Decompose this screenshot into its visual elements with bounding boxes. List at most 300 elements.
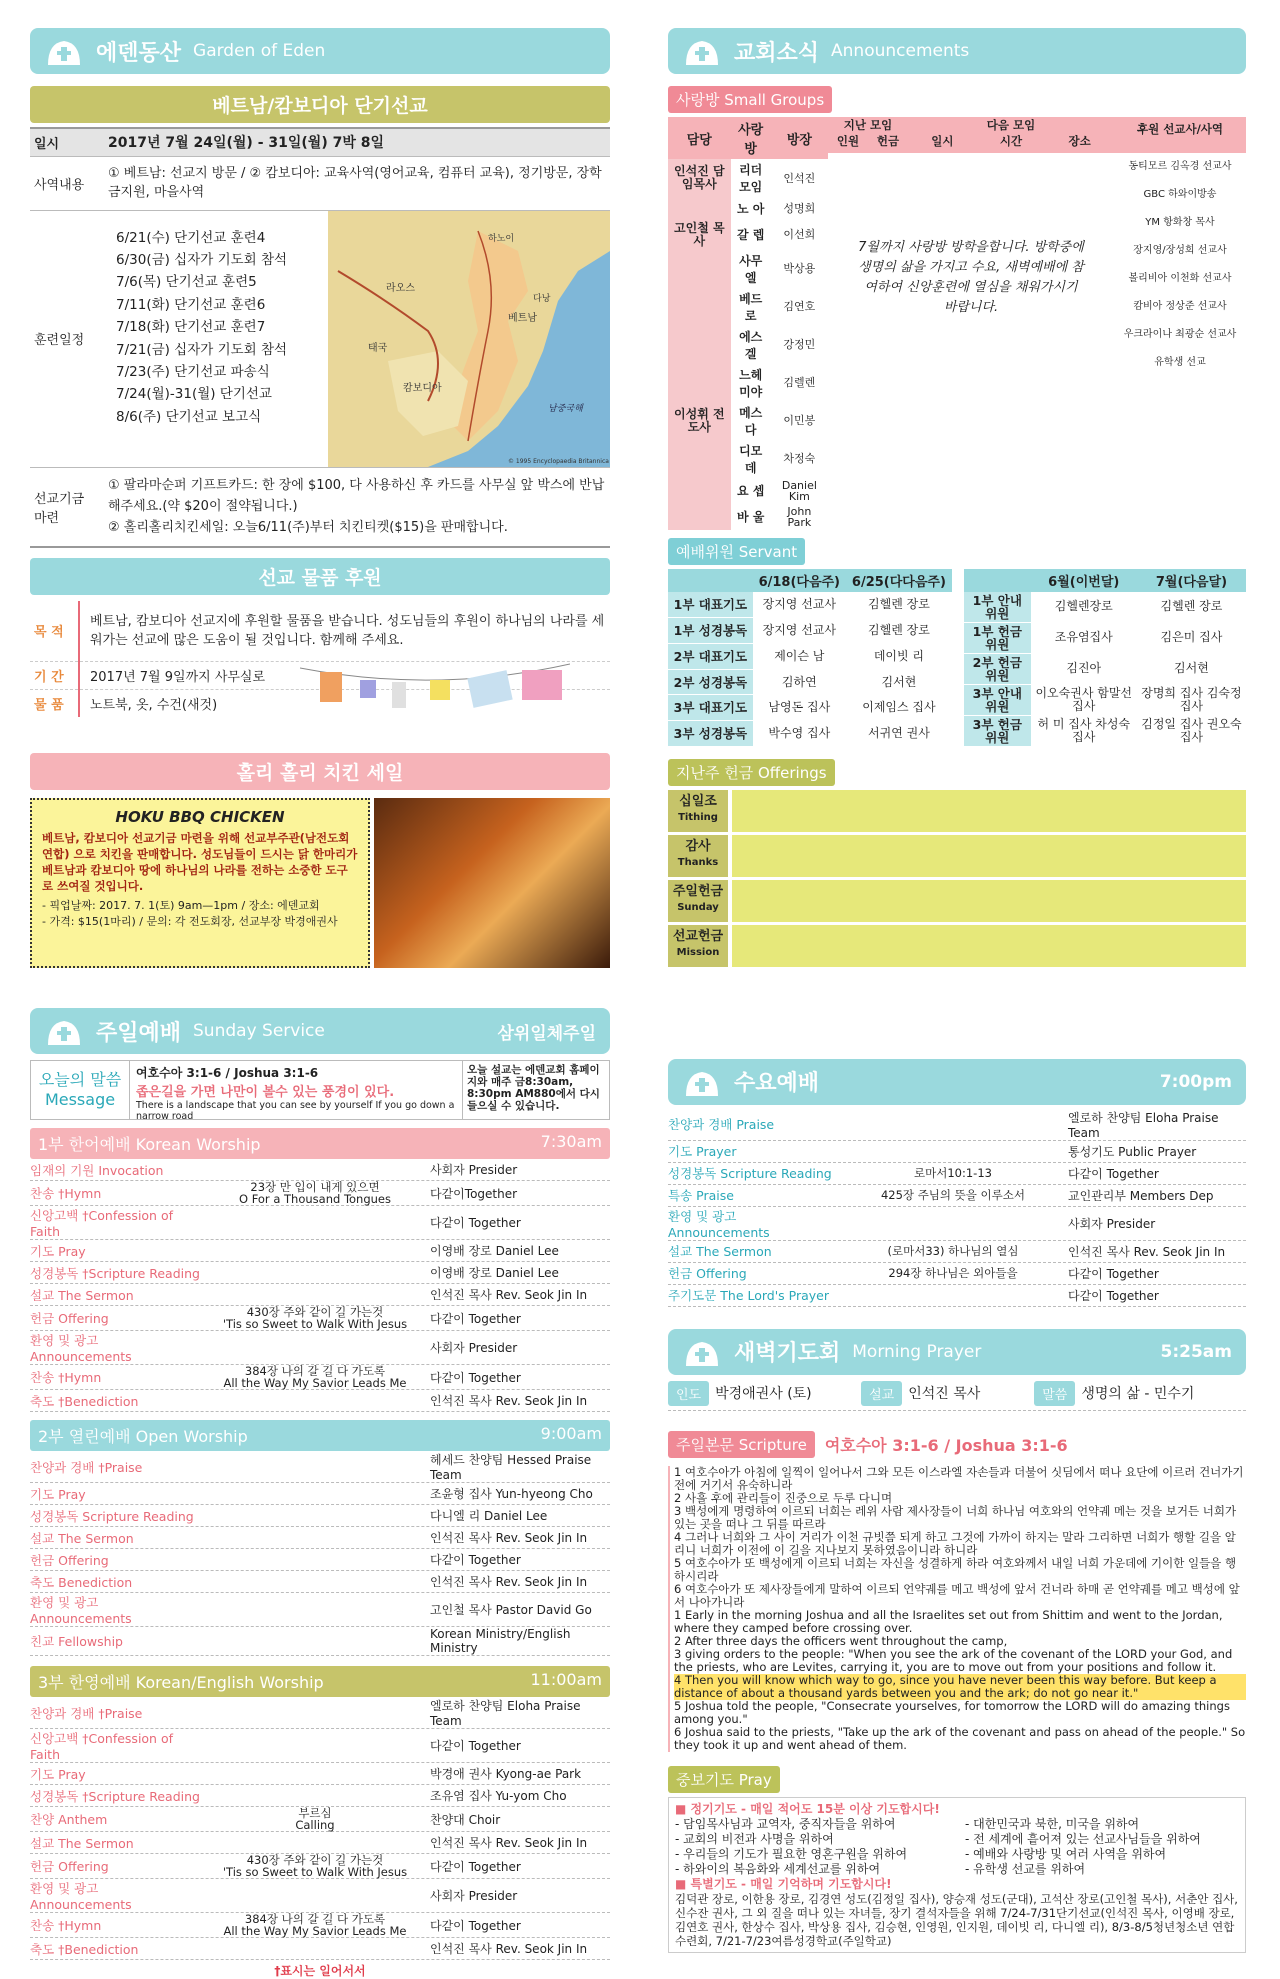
training-item: 7/23(주) 단기선교 파송식 <box>116 363 270 380</box>
order-row <box>30 1451 610 1483</box>
bbq-photo <box>374 798 610 968</box>
sg-group: 요 셉 <box>737 484 765 499</box>
order-leader: 다같이 Together <box>1068 1266 1159 1281</box>
verse-en: 2 After three days the officers went throughout the camp, <box>674 1633 1008 1648</box>
sunday-header <box>30 1008 610 1054</box>
fund-label: 선교기금 마련 <box>34 491 85 526</box>
servant-role: 1부 안내위원 <box>964 592 1031 623</box>
order-item: 환영 및 광고 Announcements <box>30 1881 132 1912</box>
garden-title: 에덴동산 <box>96 40 182 66</box>
pray-special-text: 김덕관 장로, 이한용 장로, 김경연 성도(김정일 집사), 양승재 성도(군대), 고석산 장로(고인철 목사), 서춘안 집사, 신수잔 권사, 그 외 질을 떠나 있는 자녀들, 장기 결석자들을 위해 7/24-7/31단기선교(인석진 목사, 이영배 장로, 김연호 권사, 한상수 집사, 박상용 집사, 김승현, 인영원, 인지원, 데이빗 리, 다니엘 리), 8/3-8/5청년청소년 연합수련회, 7/21-7/23여름성경학교(주일학교) <box>675 1891 1238 1948</box>
order-row <box>30 1807 610 1832</box>
dawn-subtitle: Morning Prayer <box>852 1341 982 1362</box>
missionary-item: 우크라이나 최광순 선교사 <box>1123 329 1237 340</box>
order-row <box>668 1241 1246 1263</box>
standing-footnote: †표시는 일어서서 <box>274 1964 366 1978</box>
sg-header: 사랑방 <box>738 123 764 157</box>
verse-en: 6 Joshua said to the priests, "Take up the ark of the covenant and pass on ahead of the people." So they took it up and went ahead of them. <box>674 1724 1246 1752</box>
verse-en: 1 Early in the morning Joshua and all the Israelites set out from Shittim and went to the Jordan, where they camped before crossing over. <box>674 1607 1223 1635</box>
sg-host: 박상용 <box>783 262 816 276</box>
scripture-head <box>668 1431 1246 1458</box>
order-leader: 다같이 Together <box>1068 1166 1159 1181</box>
small-groups-chip: 사랑방 Small Groups <box>668 86 832 113</box>
servant-name: 김헬렌 장로 <box>846 592 952 618</box>
order-row <box>30 1854 610 1879</box>
verse-ko: 4 그러나 너희와 그 사이 거리가 이천 규빗쯤 되게 하고 그것에 가까이 하지는 말라 그리하면 너희가 행할 길을 알리니 너희가 이전에 이 길을 지나보지 못하였음이니라 하니라 <box>674 1529 1236 1557</box>
order-leader: 통성기도 Public Prayer <box>1068 1144 1197 1159</box>
servant-name: 박수영 집사 <box>753 720 846 746</box>
order-row <box>30 1697 610 1729</box>
sg-row <box>668 220 828 250</box>
sg-header: 방장 <box>786 132 812 148</box>
verse-en: 4 Then you will know which way to go, since you have never been this way before. But keep a distance of about a thousand yards between you and the ark; do not go near it." <box>674 1674 1246 1700</box>
order-row <box>30 1483 610 1505</box>
chicken-pickup: - 픽업날짜: 2017. 7. 1(토) 9am—1pm / 장소: 에덴교회 <box>42 899 320 912</box>
training-item: 7/18(화) 단기선교 훈련7 <box>116 319 266 336</box>
order-row <box>668 1185 1246 1207</box>
verse-ko: 1 여호수아가 아침에 일찍이 일어나서 그와 모든 이스라엘 자손들과 더불어 싯딤에서 떠나 요단에 이르러 건너가기 전에 거기서 유숙하니라 <box>674 1464 1244 1492</box>
announce-title: 교회소식 <box>734 40 820 66</box>
order-leader: 사회자 Presider <box>430 1889 518 1903</box>
sg-group: 바 울 <box>737 510 765 525</box>
items-text: 노트북, 옷, 수건(새것) <box>90 697 218 713</box>
order-item: 설교 The Sermon <box>30 1287 134 1303</box>
service-2 <box>30 1420 610 1656</box>
servant-row <box>964 684 1246 715</box>
servant-chip: 예배위원 Servant <box>668 538 805 565</box>
order-item: 찬송 †Hymn <box>30 1918 102 1933</box>
content-value: ① 베트남: 선교지 방문 / ② 캄보디아: 교육사역(영어교육, 컴퓨터 교육), 정기방문, 장학금지원, 마을사역 <box>108 166 602 200</box>
order-item: 성경봉독 †Scripture Reading <box>30 1788 200 1804</box>
offering-label <box>668 790 728 832</box>
offering-name: 십일조 <box>679 793 717 809</box>
service-3 <box>30 1666 610 1960</box>
purpose-text: 베트남, 캄보디아 선교지에 후원할 물품을 받습니다. 성도님들의 후원이 하나님의 나라를 세워가는 선교에 많은 도움이 될 것입니다. 함께해 주세요. <box>90 613 605 648</box>
sg-row <box>668 197 828 220</box>
order-detail: 로마서10:1-13 <box>914 1166 992 1181</box>
order-item: 신앙고백 †Confession of Faith <box>30 1731 174 1762</box>
pray-box <box>668 1797 1246 1953</box>
vietnam-map <box>328 211 610 467</box>
map-label: 라오스 <box>386 282 415 294</box>
sermon-theme-en: There is a landscape that you can see by yourself If you go down a narrow road <box>136 1100 455 1122</box>
order-row <box>30 1593 610 1627</box>
servant-table-right <box>964 569 1246 747</box>
servant-table-left <box>668 569 952 747</box>
chicken-title: 홀리 홀리 치킨 세일 <box>30 753 610 790</box>
dawn-title: 새벽기도회 <box>734 1341 841 1367</box>
sg-header: 다음 모임 <box>986 118 1036 132</box>
sg-lead: 고인철 목 사 <box>668 220 731 250</box>
sg-host: 성명희 <box>783 201 816 215</box>
order-item: 기도 Pray <box>30 1243 86 1259</box>
order-row <box>30 1832 610 1854</box>
servant-header: 6/25(다다음주) <box>851 574 946 590</box>
right-column <box>668 28 1246 1953</box>
offering-amount <box>732 880 1246 922</box>
order-detail: (로마서33) 하나님의 열심 <box>887 1244 1019 1259</box>
servant-row <box>668 592 952 618</box>
order-item: 주기도문 The Lord's Prayer <box>668 1288 830 1304</box>
servant-name: 장지영 선교사 <box>753 592 846 618</box>
pray-chip: 중보기도 Pray <box>668 1766 780 1793</box>
sermon-theme: 좁은길을 가면 나만이 볼수 있는 풍경이 있다. <box>136 1085 395 1100</box>
offering-name: 감사 <box>685 838 711 854</box>
order-leader: 인석진 목사 Rev. Seok Jin In <box>430 1288 588 1302</box>
order-item: 헌금 Offering <box>668 1266 747 1282</box>
order-detail: 부르심 Calling <box>295 1806 335 1832</box>
order-item: 찬양과 경배 Praise <box>668 1117 775 1133</box>
service-3-time: 11:00am <box>530 1670 602 1689</box>
map-credit: © 1995 Encyclopaedia Britannica <box>508 457 609 465</box>
sg-header: 일시 <box>931 134 954 148</box>
order-leader: 인석진 목사 Rev. Seok Jin In <box>430 1531 588 1545</box>
servant-role: 2부 대표기도 <box>668 644 753 670</box>
sg-lead <box>668 197 731 220</box>
servant-name: 김헬렌 장로 <box>1137 592 1246 623</box>
servant-name: 남영돈 집사 <box>753 695 846 721</box>
sg-group: 디모데 <box>739 443 763 475</box>
training-item: 7/11(화) 단기선교 훈련6 <box>116 296 266 313</box>
order-leader: 고인철 목사 Pastor David Go <box>430 1603 592 1617</box>
church-icon <box>44 1015 84 1047</box>
servant-header: 6월(이번달) <box>1048 574 1120 590</box>
order-leader: 인석진 목사 Rev. Seok Jin In <box>1068 1244 1226 1259</box>
chicken-brand: HOKU BBQ CHICKEN <box>115 808 285 826</box>
offering-amount <box>732 835 1246 877</box>
map-label: 태국 <box>368 342 388 354</box>
left-column <box>30 28 610 1979</box>
fund-line: ② 홀리홀리치킨세일: 오늘6/11(주)부터 치킨티켓($15)을 판매합니다. <box>108 520 508 536</box>
sg-group: 느헤미야 <box>739 367 763 399</box>
order-detail: 425장 주님의 뜻을 이루소서 <box>880 1188 1025 1203</box>
order-item: 찬송 †Hymn <box>30 1186 102 1201</box>
service-1-time: 7:30am <box>540 1132 602 1151</box>
sg-group: 메스다 <box>739 405 763 437</box>
map-label: 캄보디아 <box>403 382 442 394</box>
dawn-word: 생명의 삶 - 민수기 <box>1081 1386 1195 1403</box>
servant-name: 이제임스 집사 <box>846 695 952 721</box>
sg-lead <box>668 440 731 478</box>
servant-row <box>964 715 1246 746</box>
sunday-subtitle: Sunday Service <box>193 1021 325 1041</box>
sg-lead <box>668 478 731 504</box>
order-item: 축도 Benediction <box>30 1574 133 1590</box>
training-list <box>104 211 328 467</box>
servant-row <box>668 695 952 721</box>
offering-row <box>668 790 1246 832</box>
sg-lead <box>668 364 731 402</box>
servant-row <box>964 653 1246 684</box>
sg-host: 김연호 <box>783 300 816 314</box>
order-item: 축도 †Benediction <box>30 1941 139 1957</box>
servant-name: 장지영 선교사 <box>753 618 846 644</box>
verse-ko: 6 여호수아가 또 제사장들에게 말하여 이르되 언약궤를 메고 백성에 앞서 건너라 하매 곧 언약궤를 메고 백성에 앞서 나아가니라 <box>674 1581 1240 1609</box>
sg-lead <box>668 250 731 288</box>
wed-title: 수요예배 <box>734 1071 820 1097</box>
order-row <box>668 1109 1246 1141</box>
dawn-sermon: 인석진 목사 <box>908 1386 981 1403</box>
sg-header: 후원 선교사/사역 <box>1137 122 1223 136</box>
order-leader: 조윤형 집사 Yun-hyeong Cho <box>430 1487 593 1501</box>
offering-chip: 지난주 헌금 Offerings <box>668 759 835 786</box>
order-row <box>30 1785 610 1807</box>
order-leader: 다같이 Together <box>430 1311 521 1326</box>
order-row <box>30 1505 610 1527</box>
missionary-item: 동티모르 김옥경 선교사 <box>1128 161 1232 172</box>
servant-role: 2부 헌금위원 <box>964 653 1031 684</box>
pray-item: - 예배와 사랑방 및 여러 사역을 위하여 <box>965 1846 1167 1861</box>
chicken-text: 베트남, 캄보디아 선교기금 마련을 위해 선교부주관(남전도회연합) 으로 치킨을 판매합니다. 성도님들이 드시는 닭 한마리가 베트남과 캄보디아 땅에 하나님의 나라를 전하는 소중한 도구로 쓰여질 것입니다. <box>42 831 358 893</box>
order-row <box>30 1181 610 1206</box>
sg-group: 리더모임 <box>739 163 763 194</box>
sg-lead <box>668 326 731 364</box>
verse-ko: 5 여호수아가 또 백성에게 이르되 너희는 자신을 성결하게 하라 여호와께서 내일 너희 가운데에 기이한 일들을 행하시리라 <box>674 1555 1237 1583</box>
order-detail: 294장 하나님은 외아들을 <box>888 1266 1018 1281</box>
training-item: 7/24(월)-31(월) 단기선교 <box>116 386 272 403</box>
training-item: 7/21(금) 십자가 기도회 참석 <box>116 341 288 358</box>
dawn-info <box>668 1381 1246 1411</box>
church-icon <box>682 1066 722 1098</box>
map-label: 하노이 <box>488 233 515 244</box>
order-row <box>30 1206 610 1240</box>
order-item: 설교 The Sermon <box>668 1244 772 1260</box>
order-leader: 다같이 Together <box>430 1370 521 1385</box>
date-value: 2017년 7월 24일(월) - 31일(월) 7박 8일 <box>108 135 384 152</box>
map-label: 남중국해 <box>548 403 583 414</box>
order-item: 축도 †Benediction <box>30 1393 139 1409</box>
order-row <box>668 1141 1246 1163</box>
servant-role: 3부 헌금위원 <box>964 715 1031 746</box>
pray-item: - 우리들의 기도가 필요한 영혼구원을 위하여 <box>675 1846 908 1861</box>
pray-item: - 교회의 비전과 사명을 위하여 <box>675 1831 834 1846</box>
servant-name: 제이슨 남 <box>753 644 846 670</box>
donation-table <box>30 601 610 717</box>
servant-name: 김서현 <box>846 669 952 695</box>
mission-title: 베트남/캄보디아 단기선교 <box>30 86 610 123</box>
order-detail: 23장 만 입이 내게 있으면 O For a Thousand Tongues <box>238 1180 391 1206</box>
servant-name: 김정일 집사 권오숙 집사 <box>1137 715 1246 746</box>
offering-row <box>668 835 1246 877</box>
announce-header <box>668 28 1246 74</box>
order-item: 특송 Praise <box>668 1188 734 1204</box>
sg-header: 시간 <box>999 134 1023 148</box>
order-item: 환영 및 광고 Announcements <box>30 1595 132 1626</box>
verse-en: 3 giving orders to the people: "When you see the ark of the covenant of the LORD your God, and the priests, who are Levites, carrying it, you are to move out from your positions and follow it. <box>674 1646 1233 1674</box>
dawn-time: 5:25am <box>1160 1341 1232 1362</box>
order-leader: 다같이 Together <box>430 1859 521 1874</box>
order-row <box>30 1262 610 1284</box>
offering-label <box>668 925 728 967</box>
church-icon <box>682 1336 722 1368</box>
sunday-title: 주일예배 <box>96 1020 182 1046</box>
dawn-lead: 박경애권사 (토) <box>715 1386 812 1403</box>
pray-item: - 전 세계에 흩어져 있는 선교사님들을 위하여 <box>965 1831 1201 1846</box>
order-row <box>30 1159 610 1181</box>
order-leader: 인석진 목사 Rev. Seok Jin In <box>430 1575 588 1589</box>
missionary-item: 캄비아 정상준 선교사 <box>1133 301 1227 312</box>
servant-name: 김은미 집사 <box>1137 622 1246 653</box>
offering-name-en: Tithing <box>678 811 718 823</box>
servant-role: 1부 헌금위원 <box>964 622 1031 653</box>
church-icon <box>44 35 84 67</box>
order-detail: 430장 주와 같이 길 가는것 'Tis so Sweet to Walk With Jesus <box>222 1305 408 1331</box>
servant-role: 3부 대표기도 <box>668 695 753 721</box>
order-row <box>30 1306 610 1331</box>
pray-item: - 유학생 선교를 위하여 <box>965 1861 1086 1876</box>
order-item: 찬송 †Hymn <box>30 1370 102 1385</box>
sg-group: 베드로 <box>739 291 763 323</box>
training-item: 8/6(주) 단기선교 보고식 <box>116 408 262 425</box>
order-row <box>30 1571 610 1593</box>
order-row <box>668 1263 1246 1285</box>
order-leader: 인석진 목사 Rev. Seok Jin In <box>430 1394 588 1408</box>
dawn-word-label: 말씀 <box>1034 1381 1075 1406</box>
servant-role: 3부 성경봉독 <box>668 720 753 746</box>
servant-name: 김헬렌장로 <box>1031 592 1137 623</box>
servant-role: 3부 안내위원 <box>964 684 1031 715</box>
order-item: 임재의 기원 Invocation <box>30 1162 164 1178</box>
offering-name-en: Thanks <box>677 856 719 868</box>
order-item: 설교 The Sermon <box>30 1530 134 1546</box>
sg-host: 차정숙 <box>783 452 816 466</box>
order-leader: 사회자 Presider <box>430 1341 518 1355</box>
order-leader: 다같이 Together <box>430 1216 521 1230</box>
order-item: 찬양과 경배 †Praise <box>30 1459 143 1475</box>
order-row <box>30 1549 610 1571</box>
missionary-list <box>1114 153 1246 403</box>
dawn-header <box>668 1329 1246 1375</box>
sg-host: 강정민 <box>783 338 816 352</box>
sg-row <box>668 159 828 197</box>
missionary-item: 유학생 선교 <box>1154 357 1206 368</box>
order-detail: 384장 나의 갈 길 다 가도록 All the Way My Savior Leads Me <box>223 1912 407 1938</box>
order-leader: 교인관리부 Members Dep <box>1068 1188 1214 1203</box>
servant-row <box>668 720 952 746</box>
order-item: 환영 및 광고 Announcements <box>30 1333 132 1364</box>
items-label: 물 품 <box>30 689 79 717</box>
order-row <box>668 1163 1246 1185</box>
sg-row <box>668 364 828 402</box>
order-leader: 엘로하 찬양팀 Eloha Praise Team <box>430 1699 581 1728</box>
fund-line: ① 팔라마순퍼 기프트카드: 한 장에 $100, 다 사용하신 후 카드를 사무실 앞 박스에 반납해주세요.(약 $20이 절약됩니다.) <box>108 478 605 515</box>
sg-lead: 이성휘 전도사 <box>668 402 731 440</box>
offering-list <box>668 790 1246 967</box>
church-icon <box>682 35 722 67</box>
map-label: 다낭 <box>533 293 551 304</box>
servant-row <box>964 592 1246 623</box>
chicken-price: - 가격: $15(1마리) / 문의: 각 전도회장, 선교부장 박경애권사 <box>42 915 338 928</box>
order-leader: 이영배 장로 Daniel Lee <box>430 1244 559 1258</box>
mission-table <box>30 127 610 548</box>
order-item: 기도 Pray <box>30 1766 86 1782</box>
sg-host: John Park <box>787 504 812 529</box>
order-row <box>30 1365 610 1390</box>
sg-host: Daniel Kim <box>781 478 817 503</box>
order-leader: 찬양대 Choir <box>430 1812 501 1827</box>
small-groups-table <box>668 117 1246 530</box>
order-row <box>30 1284 610 1306</box>
order-item: 성경봉독 Scripture Reading <box>30 1508 194 1524</box>
chicken-box <box>30 798 610 968</box>
sg-host: 김렐렌 <box>783 376 816 390</box>
order-row <box>30 1390 610 1412</box>
order-item: 신앙고백 †Confession of Faith <box>30 1208 174 1239</box>
order-row <box>30 1627 610 1656</box>
order-item: 기도 Pray <box>30 1486 86 1502</box>
sg-group: 갈 렙 <box>737 228 765 243</box>
offering-name-en: Sunday <box>677 901 719 913</box>
donation-title: 선교 물품 후원 <box>30 558 610 595</box>
servant-name: 데이빗 리 <box>846 644 952 670</box>
missionary-item: 볼리비아 이천화 선교사 <box>1128 273 1232 284</box>
scripture-text <box>668 1466 1246 1752</box>
servant-header: 6/18(다음주) <box>758 574 841 590</box>
sg-host: 이민봉 <box>783 414 816 428</box>
sg-lead: 인석진 담임목사 <box>668 159 731 197</box>
order-detail: 384장 나의 갈 길 다 가도록 All the Way My Savior Leads Me <box>223 1364 407 1390</box>
order-item: 성경봉독 †Scripture Reading <box>30 1265 200 1281</box>
servant-name: 허 미 집사 차성숙 집사 <box>1031 715 1137 746</box>
offering-name-en: Mission <box>676 946 720 958</box>
servant-role: 1부 성경봉독 <box>668 618 753 644</box>
content-label: 사역내용 <box>34 177 85 193</box>
servant-name: 김진아 <box>1031 653 1137 684</box>
servant-row <box>668 618 952 644</box>
scripture-chip: 주일본문 Scripture <box>668 1431 815 1458</box>
pray-item: - 담임목사님과 교역자, 중직자들을 위하여 <box>675 1816 896 1831</box>
laundry-illustration <box>300 654 570 718</box>
purpose-label: 목 적 <box>30 601 79 661</box>
servant-role: 1부 대표기도 <box>668 592 753 618</box>
offering-row <box>668 925 1246 967</box>
servant-name: 김헬렌 장로 <box>846 618 952 644</box>
missionary-item: GBC 하와이방송 <box>1143 189 1217 200</box>
order-item: 환영 및 광고 Announcements <box>668 1208 770 1240</box>
sg-header: 담당 <box>686 132 712 148</box>
order-leader: 인석진 목사 Rev. Seok Jin In <box>430 1942 588 1956</box>
dawn-sermon-label: 설교 <box>861 1381 902 1406</box>
online-note: 오늘 설교는 에덴교회 홈페이지와 매주 금8:30am, 8:30pm AM880에서 다시 들으실 수 있습니다. <box>467 1064 600 1112</box>
order-leader: 사회자 Presider <box>1068 1216 1156 1231</box>
sermon-scripture: 여호수아 3:1-6 / Joshua 3:1-6 <box>136 1066 319 1080</box>
garden-header <box>30 28 610 74</box>
word-label-en: Message <box>44 1090 116 1109</box>
order-leader: 다니엘 리 Daniel Lee <box>430 1509 548 1523</box>
servant-row <box>668 644 952 670</box>
training-item: 6/21(수) 단기선교 훈련4 <box>116 229 266 246</box>
order-leader: 엘로하 찬양팀 Eloha Praise Team <box>1068 1110 1219 1140</box>
order-leader: 다같이 Together <box>430 1553 521 1567</box>
service-1-title: 1부 한어예배 Korean Worship <box>38 1135 261 1154</box>
sg-row <box>668 402 828 440</box>
sg-row <box>668 288 828 326</box>
order-leader: Korean Ministry/English Ministry <box>430 1627 571 1655</box>
servant-tables <box>668 569 1246 747</box>
order-leader: 헤세드 찬양팀 Hessed Praise Team <box>430 1453 592 1482</box>
servant-row <box>964 622 1246 653</box>
order-leader: 다같이 Together <box>430 1739 521 1753</box>
order-leader: 다같이 Together <box>1068 1288 1159 1303</box>
training-label: 훈련일정 <box>34 333 85 348</box>
sunday-occasion: 삼위일체주일 <box>497 1023 596 1044</box>
servant-header: 7월(다음달) <box>1155 574 1228 590</box>
missionary-item: 장지영/장성희 선교사 <box>1133 245 1227 256</box>
servant-name: 장명희 집사 김숙정 집사 <box>1137 684 1246 715</box>
sg-note: 7월까지 사랑방 방학을합니다. 방학중에 생명의 삶을 가지고 수요, 새벽예배에 참여하여 신앙훈련에 열심을 채워가시기 바랍니다. <box>858 240 1084 315</box>
sg-host: 이선희 <box>783 228 816 242</box>
order-row <box>668 1207 1246 1241</box>
